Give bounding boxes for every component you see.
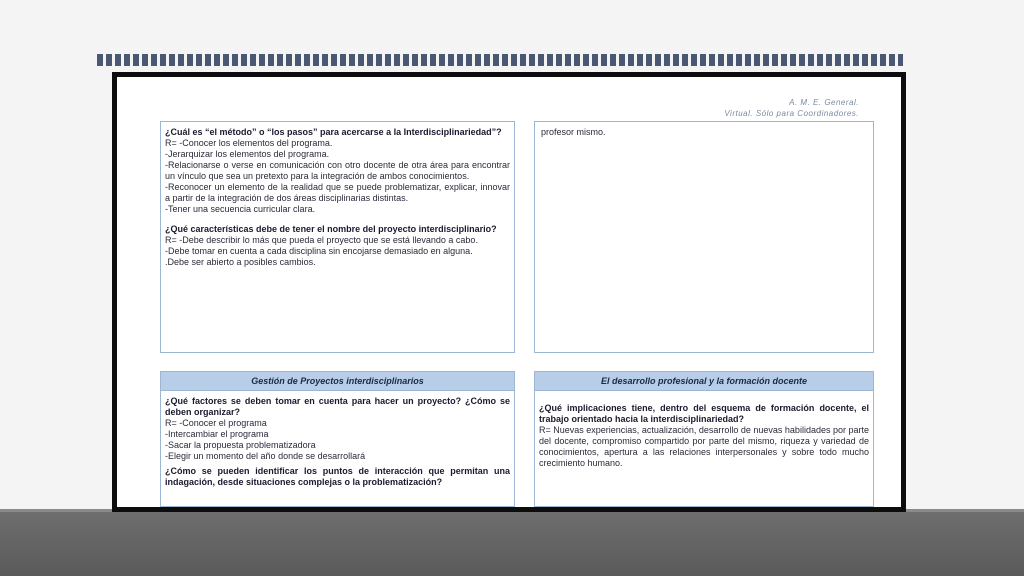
answer-line: R= -Conocer el programa [165, 418, 267, 428]
answer-line: R= -Debe describir lo más que pueda el proyecto que se está llevando a cabo. [165, 235, 478, 245]
document-header [724, 97, 859, 119]
answer-line: -Jerarquizar los elementos del programa. [165, 149, 330, 159]
box-top-left [160, 121, 515, 353]
floor-background [0, 512, 1024, 576]
answer-line: -Reconocer un elemento de la realidad que se puede problematizar, explicar, innovar a partir de la integración de dos áreas disciplinarias distintas. [165, 182, 510, 203]
answer-implications: R= Nuevas experiencias, actualización, desarrollo de nuevas habilidades por parte del docente, compromiso compartido por parte del mismo, riqueza y variedad de conocimientos, apertura a las relaciones interpersonales y sobre todo mucho crecimiento humano. [539, 425, 869, 468]
answer-line: R= -Conocer los elementos del programa. [165, 138, 333, 148]
box-top-right [534, 121, 874, 353]
section-title-project-management: Gestión de Proyectos interdisciplinarios [161, 372, 514, 391]
answer-line: .Debe ser abierto a posibles cambios. [165, 257, 316, 267]
question-implications: ¿Qué implicaciones tiene, dentro del esquema de formación docente, el trabajo orientado hacia la interdisciplinariedad? [539, 403, 869, 424]
continued-text: profesor mismo. [541, 127, 606, 137]
slide-image-frame [112, 72, 906, 512]
section-title-professional-development: El desarrollo profesional y la formación docente [535, 372, 873, 391]
box-bottom-left [160, 371, 515, 507]
question-project-name: ¿Qué características debe de tener el nombre del proyecto interdisciplinario? [165, 224, 497, 234]
answer-line: -Sacar la propuesta problematizadora [165, 440, 316, 450]
decorative-stripe-bar [97, 54, 903, 66]
header-line-2: Virtual. Sólo para Coordinadores. [724, 109, 859, 118]
answer-line: -Tener una secuencia curricular clara. [165, 204, 316, 214]
question-method: ¿Cuál es “el método” o “los pasos” para acercarse a la Interdisciplinariedad”? [165, 127, 502, 137]
question-interaction-points: ¿Cómo se pueden identificar los puntos de interacción que permitan una indagación, desde situaciones complejas o la problematización? [165, 466, 510, 487]
question-factors: ¿Qué factores se deben tomar en cuenta para hacer un proyecto? ¿Cómo se deben organizar? [165, 396, 510, 417]
box-bottom-right [534, 371, 874, 507]
answer-line: -Elegir un momento del año donde se desarrollará [165, 451, 366, 461]
answer-line: -Intercambiar el programa [165, 429, 269, 439]
header-line-1: A. M. E. General. [789, 98, 859, 107]
answer-line: -Relacionarse o verse en comunicación con otro docente de otra área para encontrar un vínculo que sea un pretexto para la integración de ambos conocimientos. [165, 160, 510, 181]
answer-line: -Debe tomar en cuenta a cada disciplina sin encojarse demasiado en alguna. [165, 246, 473, 256]
